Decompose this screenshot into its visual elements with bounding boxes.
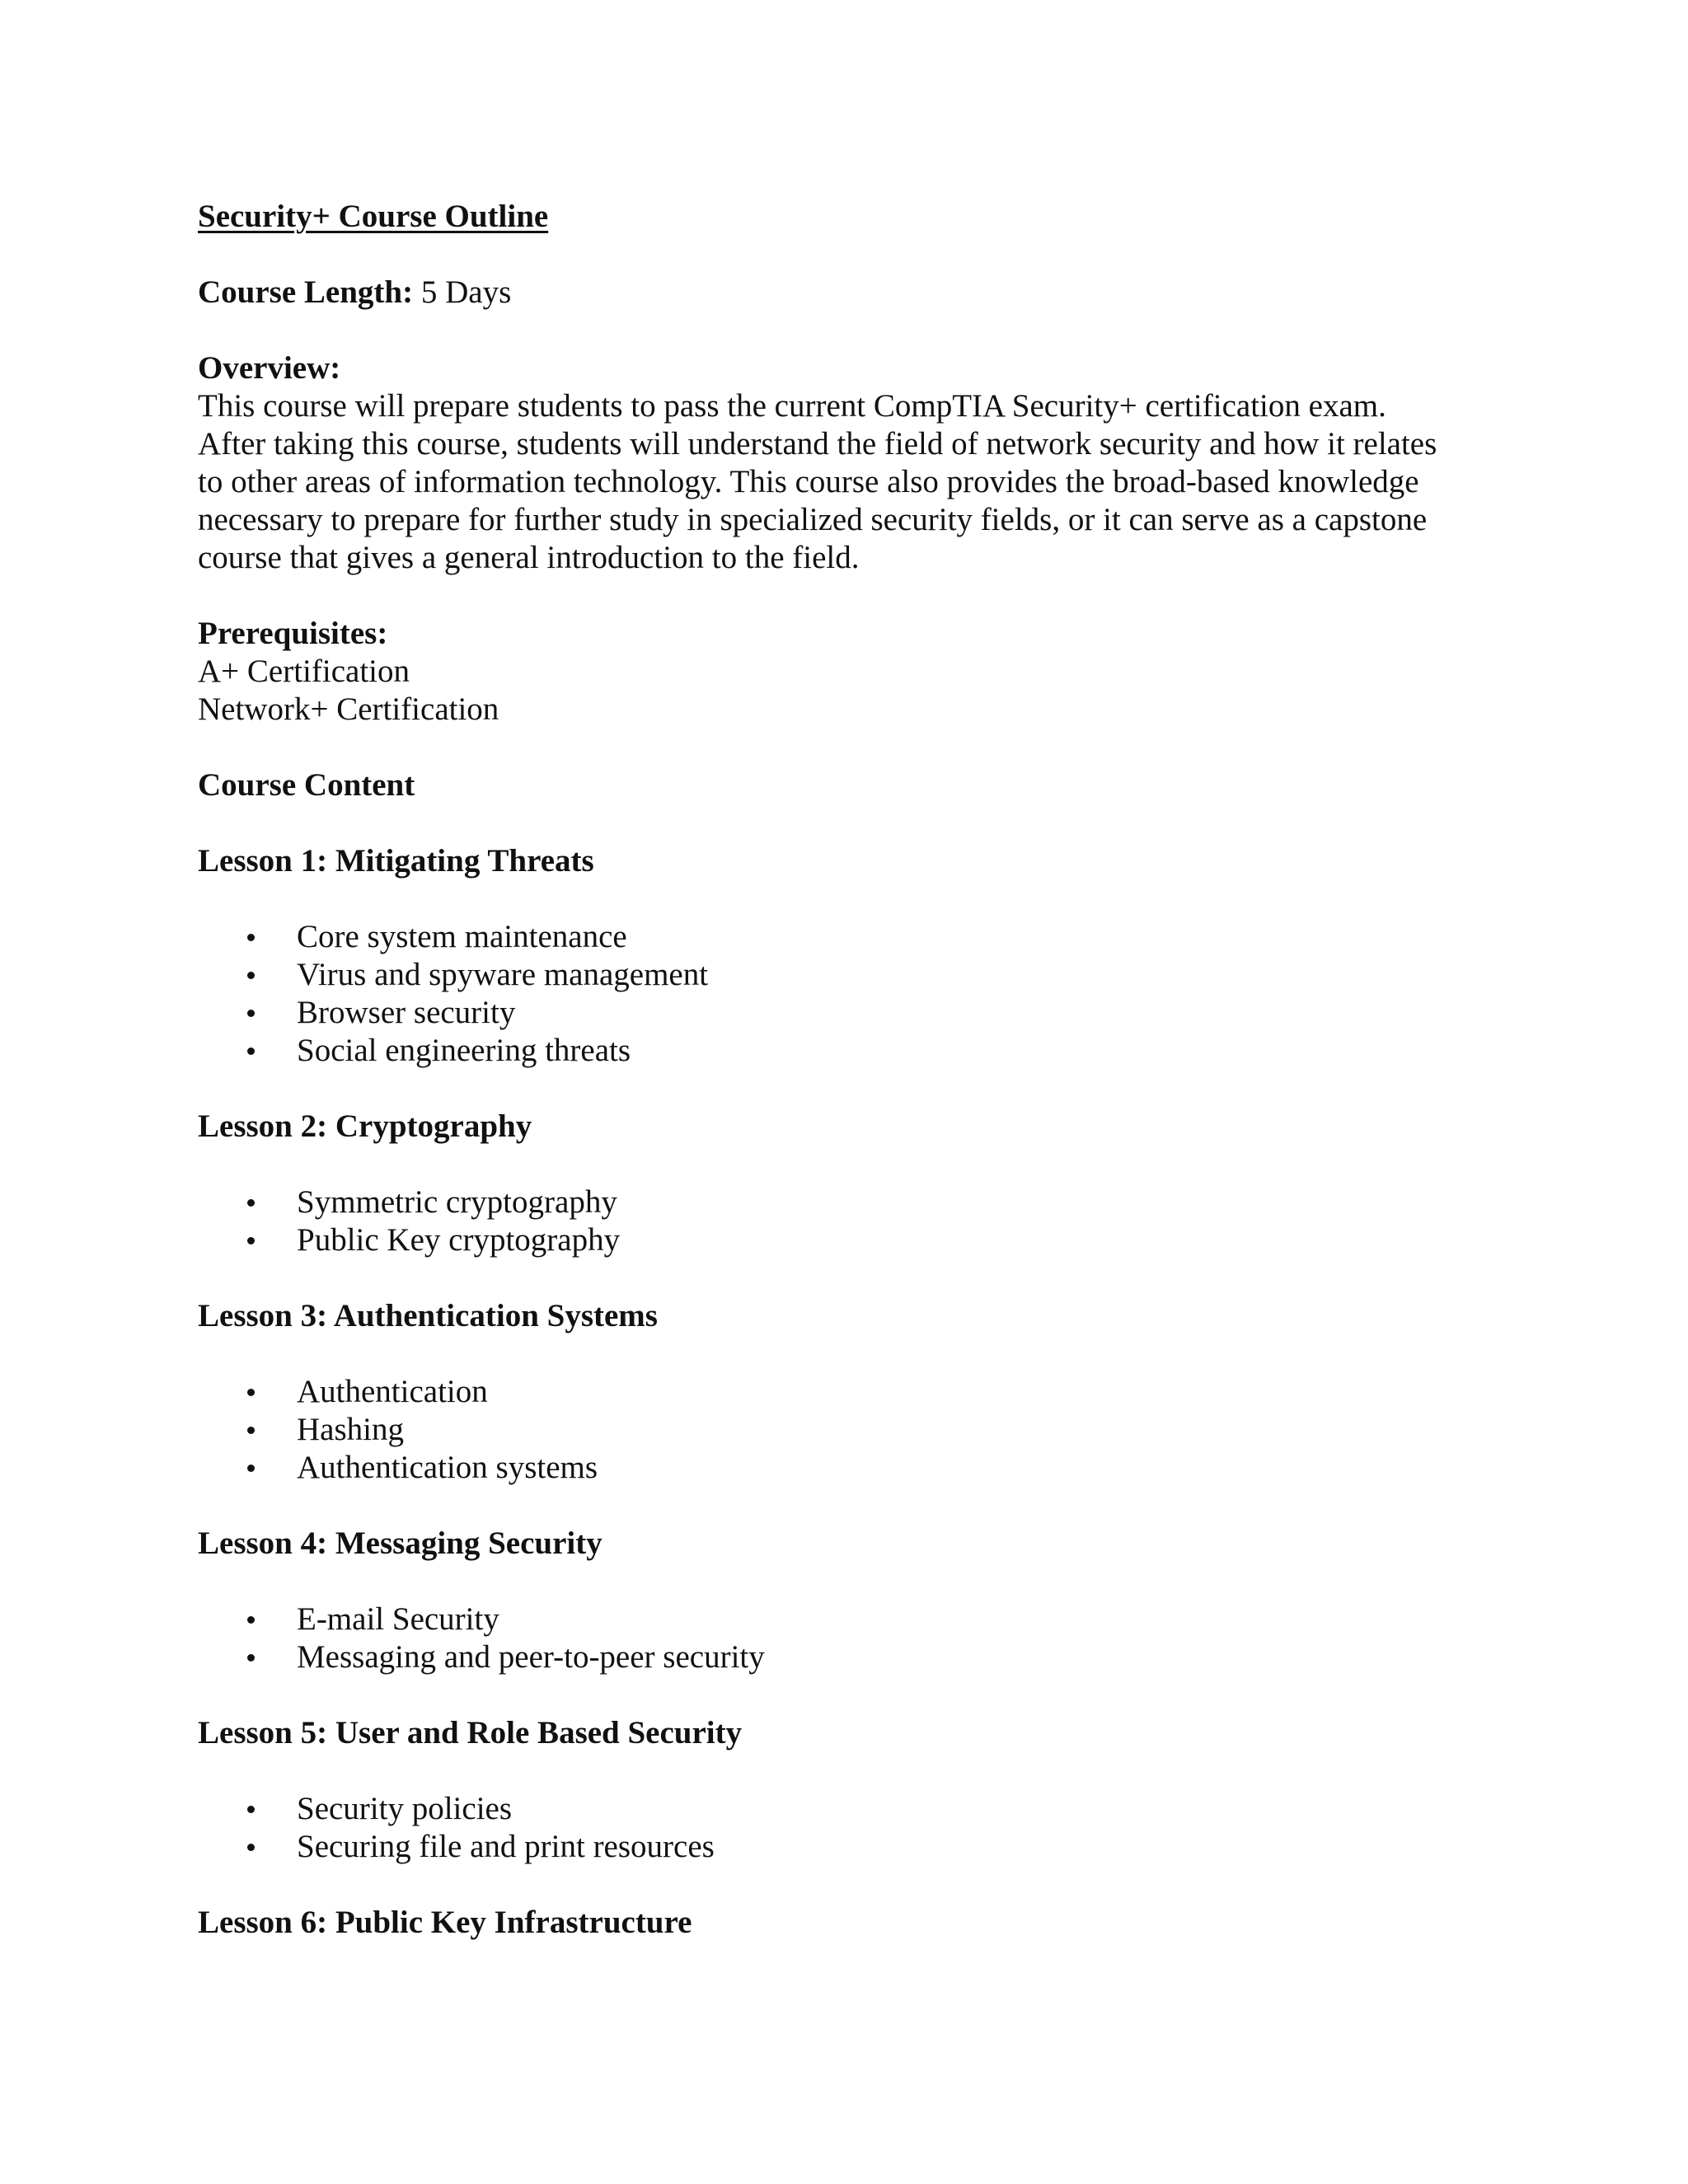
overview-line: This course will prepare students to pass the current CompTIA Security+ certification exam.: [198, 388, 1386, 424]
lesson-topic-text: Symmetric cryptography: [297, 1184, 617, 1220]
course-content-heading: Course Content: [198, 767, 415, 803]
course-length-value: 5 Days: [420, 274, 512, 310]
lesson-topic-item: [198, 1790, 1500, 1828]
lesson-5-heading: Lesson 5: User and Role Based Security: [198, 1715, 743, 1750]
prerequisites-label: Prerequisites:: [198, 616, 388, 651]
lesson-topic-item: [198, 1449, 1500, 1487]
bullet-icon: [247, 1010, 255, 1017]
lesson-1-heading: Lesson 1: Mitigating Threats: [198, 843, 594, 879]
overview-line: After taking this course, students will understand the field of network security and how it relates: [198, 426, 1437, 462]
bullet-icon: [247, 1844, 255, 1851]
lesson-topic-item: [198, 994, 1500, 1032]
lesson-topic-text: Securing file and print resources: [297, 1829, 715, 1864]
lesson-3-topics: [198, 1373, 1500, 1487]
lesson-topic-text: Authentication systems: [297, 1450, 598, 1485]
lesson-topic-item: [198, 918, 1500, 956]
lesson-topic-item: [198, 1828, 1500, 1866]
bullet-icon: [247, 1047, 255, 1055]
document-title: Security+ Course Outline: [198, 199, 549, 234]
prerequisite-item: Network+ Certification: [198, 691, 499, 727]
bullet-icon: [247, 1389, 255, 1396]
lesson-topic-text: Core system maintenance: [297, 919, 627, 954]
lesson-topic-item: [198, 1032, 1500, 1070]
lesson-4-topics: [198, 1601, 1500, 1676]
overview-line: necessary to prepare for further study in specialized security fields, or it can serve as a capstone: [198, 502, 1428, 537]
lesson-topic-text: Social engineering threats: [297, 1033, 631, 1068]
course-length-label: Course Length:: [198, 274, 414, 310]
bullet-icon: [247, 1806, 255, 1813]
lesson-topic-text: Virus and spyware management: [297, 957, 709, 992]
bullet-icon: [247, 1465, 255, 1472]
lesson-topic-item: [198, 1221, 1500, 1259]
overview-line: course that gives a general introduction to the field.: [198, 540, 860, 575]
lesson-topic-text: Security policies: [297, 1791, 513, 1826]
bullet-icon: [247, 1427, 255, 1434]
bullet-icon: [247, 1654, 255, 1661]
lesson-topic-text: Browser security: [297, 995, 516, 1030]
lesson-5-topics: [198, 1790, 1500, 1866]
lesson-2-heading: Lesson 2: Cryptography: [198, 1108, 532, 1144]
bullet-icon: [247, 972, 255, 979]
overview-line: to other areas of information technology. This course also provides the broad-based knowledge: [198, 464, 1419, 499]
lesson-1-topics: [198, 918, 1500, 1070]
lesson-topic-item: [198, 1373, 1500, 1411]
lesson-topic-text: E-mail Security: [297, 1601, 499, 1637]
lessons-list: [198, 842, 1500, 1942]
prerequisites-section: [198, 615, 1500, 729]
lesson-topic-item: [198, 956, 1500, 994]
bullet-icon: [247, 1237, 255, 1244]
lesson-topic-text: Messaging and peer-to-peer security: [297, 1639, 765, 1675]
lesson-4-heading: Lesson 4: Messaging Security: [198, 1526, 603, 1561]
lesson-6-heading: Lesson 6: Public Key Infrastructure: [198, 1905, 692, 1940]
lesson-topic-text: Hashing: [297, 1412, 404, 1447]
bullet-icon: [247, 1199, 255, 1207]
lesson-topic-text: Authentication: [297, 1374, 488, 1409]
lesson-topic-item: [198, 1638, 1500, 1676]
overview-section: [198, 349, 1500, 577]
lesson-topic-text: Public Key cryptography: [297, 1222, 621, 1258]
lesson-2-topics: [198, 1183, 1500, 1259]
overview-label: Overview:: [198, 350, 341, 386]
lesson-topic-item: [198, 1601, 1500, 1638]
document-page: [198, 198, 1500, 1980]
bullet-icon: [247, 1616, 255, 1624]
lesson-3-heading: Lesson 3: Authentication Systems: [198, 1298, 658, 1333]
lesson-topic-item: [198, 1411, 1500, 1449]
lesson-topic-item: [198, 1183, 1500, 1221]
bullet-icon: [247, 934, 255, 941]
prerequisite-item: A+ Certification: [198, 654, 410, 689]
course-length: [198, 274, 1500, 312]
